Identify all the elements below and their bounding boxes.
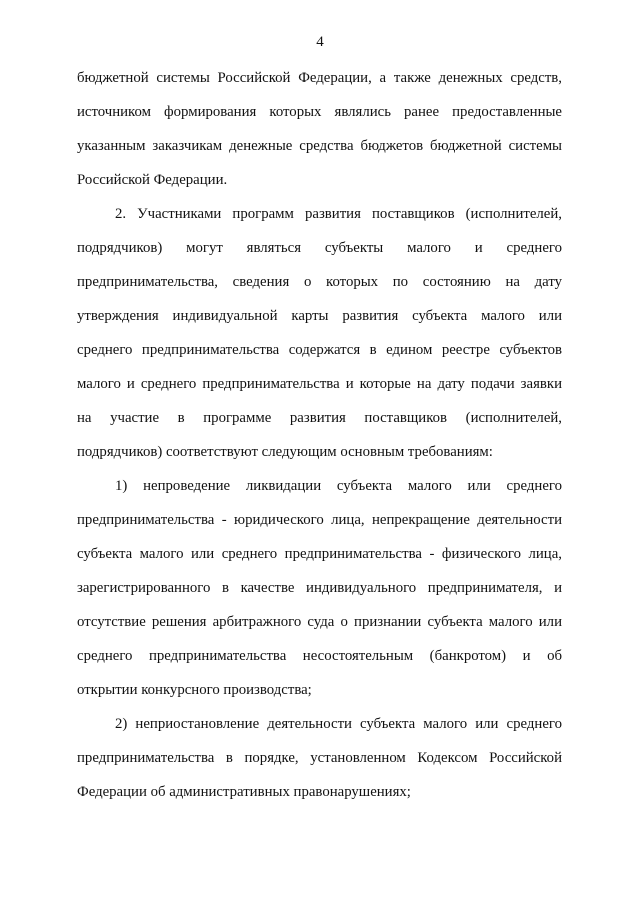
text-line: среднего предпринимательства несостоятельным (банкротом) и об: [77, 648, 562, 664]
text-line: предпринимательства в порядке, установленном Кодексом Российской: [77, 750, 562, 766]
text-line: бюджетной системы Российской Федерации, а также денежных средств,: [77, 70, 562, 86]
text-line: среднего предпринимательства содержатся в едином реестре субъектов: [77, 342, 562, 358]
subitem-1: [77, 469, 562, 707]
text-line: на участие в программе развития поставщиков (исполнителей,: [77, 410, 562, 426]
text-line: 1) непроведение ликвидации субъекта малого или среднего: [115, 478, 562, 494]
text-line: предпринимательства - юридического лица, непрекращение деятельности: [77, 512, 562, 528]
text-line: 2. Участниками программ развития поставщиков (исполнителей,: [115, 206, 562, 222]
text-line: предпринимательства, сведения о которых по состоянию на дату: [77, 274, 562, 290]
text-line: Российской Федерации.: [77, 172, 228, 188]
paragraph-continuation: [77, 61, 562, 197]
text-line: зарегистрированного в качестве индивидуального предпринимателя, и: [77, 580, 562, 596]
page-number: 4: [316, 34, 324, 50]
text-line: малого и среднего предпринимательства и которые на дату подачи заявки: [77, 376, 562, 392]
text-line: субъекта малого или среднего предпринимательства - физического лица,: [77, 546, 562, 562]
text-line: 2) неприостановление деятельности субъекта малого или среднего: [115, 716, 562, 732]
text-line: указанным заказчикам денежные средства бюджетов бюджетной системы: [77, 138, 562, 154]
subitem-2: [77, 707, 562, 809]
text-line: подрядчиков) могут являться субъекты малого и среднего: [77, 240, 562, 256]
text-line: Федерации об административных правонарушениях;: [77, 784, 411, 800]
document-body: [77, 61, 562, 809]
text-line: источником формирования которых являлись ранее предоставленные: [77, 104, 562, 120]
paragraph-item-2: [77, 197, 562, 469]
text-line: подрядчиков) соответствуют следующим основным требованиям:: [77, 444, 493, 460]
text-line: отсутствие решения арбитражного суда о признании субъекта малого или: [77, 614, 562, 630]
text-line: утверждения индивидуальной карты развития субъекта малого или: [77, 308, 562, 324]
text-line: открытии конкурсного производства;: [77, 682, 312, 698]
